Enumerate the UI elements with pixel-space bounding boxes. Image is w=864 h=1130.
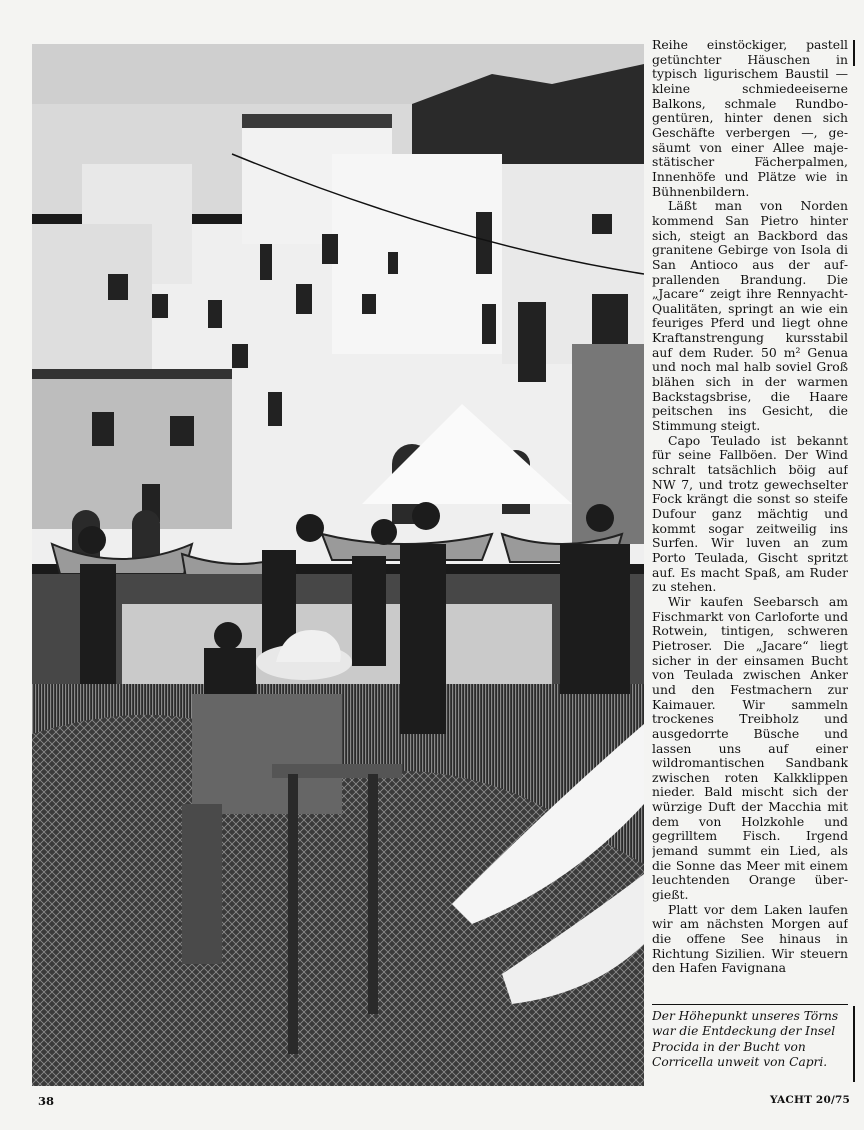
harbor-fishermen-mending-nets-photo	[32, 44, 644, 1086]
photo-caption: Der Höhepunkt unseres Törns war die Entdeckung der Insel Procida in der Bucht von Corricella unweit von Capri.	[652, 1004, 848, 1087]
article-text-column	[652, 38, 848, 984]
article-paragraph: Platt vor dem Laken laufen wir am nächsten Morgen auf die offene See hinaus in Richtung Sizilien. Wir steuern den Hafen Favignana	[652, 901, 848, 976]
article-paragraph: Capo Teulado ist bekannt für seine Fallböen. Der Wind schralt tatsächlich böig auf NW 7, und trotz gewechselter Fock krängt die sonst so steife Dufour ganz mächtig und kommt sogar zeitweilig ins Surfen. Wir luven an zum Porto Teulada, Gischt spritzt auf. Es macht Spaß, am Ruder zu stehen.	[652, 432, 848, 595]
caption-rule	[853, 1006, 855, 1082]
article-paragraph: Läßt man von Norden kommend San Pietro hinter sich, steigt an Backbord das granitene Gebirge von Isola di San Antioco aus der aufprallenden Brandung. Die „Jacare“ zeigt ihre Rennyacht-Qualitäten, springt an wie ein feuriges Pferd und liegt ohne Kraftanstrengung kursstabil auf dem Ruder. 50 m² Genua und noch mal halb soviel Groß blähen sich in der warmen Backstagsbrise, die Haare peitschen ins Gesicht, die Stimmung steigt.	[652, 198, 848, 434]
column-rule	[853, 40, 855, 66]
article-paragraph: Wir kaufen Seebarsch am Fischmarkt von Carloforte und Rotwein, tintigen, schweren Pietroser. Die „Jacare“ liegt sicher in der einsamen Bucht von Teulada zwischen Anker und den Festmachern zur Kaimauer. Wir sammeln trockenes Treibholz und ausgedorrte Büsche und lassen uns auf einer wildromantischen Sandbank zwischen roten Kalkklippen nieder. Bald mischt sich der würzige Duft der Macchia mit dem von Holzkohle und gegrilltem Fisch. Irgend jemand summt ein Lied, als die Sonne das Meer mit einem leuchtenden Orange übergießt.	[652, 593, 848, 903]
page-number: 38	[38, 1094, 55, 1108]
magazine-issue: YACHT 20/75	[770, 1094, 850, 1106]
photo-illustration	[32, 44, 644, 1086]
article-paragraph: Reihe einstöckiger, pastell getünchter Häuschen in typisch ligurischem Baustil — kleine schmiedeeiserne Balkons, schmale Rundbogentüren, hinter denen sich Geschäfte verbergen —, gesäumt von einer Allee majestätischer Fächerpalmen, Innenhöfe und Plätze wie in Bühnenbildern.	[652, 38, 848, 199]
